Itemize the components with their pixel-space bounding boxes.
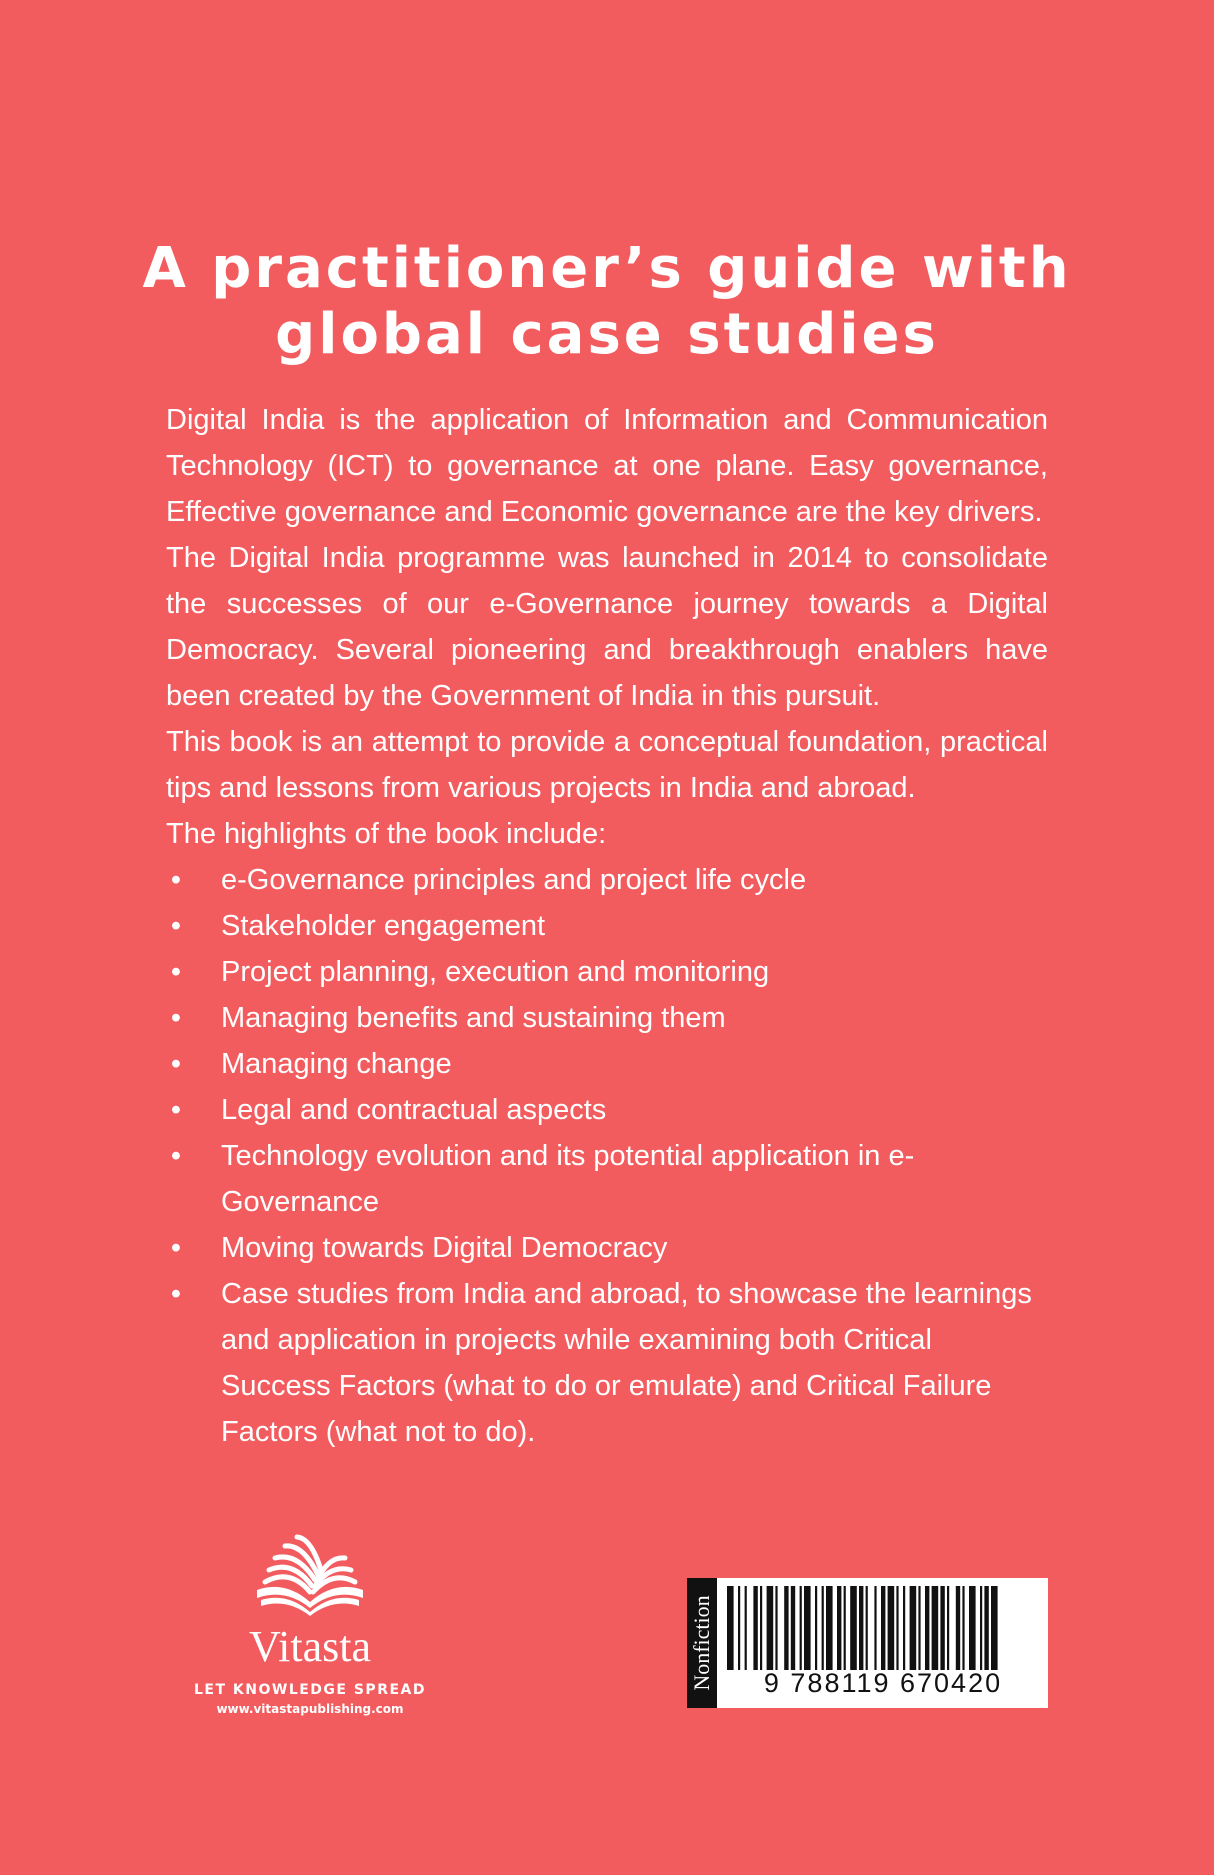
barcode-bar [969, 1586, 976, 1670]
publisher-tagline: LET KNOWLEDGE SPREAD [194, 1682, 426, 1698]
highlights-intro: The highlights of the book include: [166, 818, 607, 850]
barcode-bar [940, 1586, 944, 1670]
barcode-bar [874, 1586, 876, 1670]
barcode-bar [753, 1586, 757, 1670]
highlights-list [166, 857, 1048, 1455]
barcode-bar [815, 1586, 817, 1670]
barcode-bar [918, 1586, 920, 1670]
barcode-bars [725, 1586, 1040, 1670]
barcode-bar [866, 1586, 868, 1670]
blurb [166, 397, 1048, 1455]
barcode-bar [850, 1586, 857, 1670]
barcode-bar [947, 1586, 949, 1670]
barcode-category-band [687, 1578, 717, 1708]
list-item [166, 1271, 1048, 1455]
list-item [166, 949, 1048, 995]
barcode-bar [767, 1586, 774, 1670]
barcode-bar [804, 1586, 811, 1670]
highlight-text: Managing change [221, 1048, 452, 1080]
bullet-icon: • [170, 1048, 182, 1080]
barcode-bar [738, 1586, 740, 1670]
barcode-bar [844, 1586, 846, 1670]
list-item [166, 1225, 1048, 1271]
publisher-name: Vitasta [249, 1622, 371, 1671]
blurb-paragraph-3: This book is an attempt to provide a conceptual foundation, practical tips and lessons from various projects in India and abroad. [166, 726, 1048, 804]
barcode-bar [791, 1586, 795, 1670]
barcode-bar [956, 1586, 960, 1670]
barcode-bar [896, 1586, 898, 1670]
barcode-category-label: Nonfiction [689, 1595, 714, 1691]
list-item [166, 995, 1048, 1041]
bullet-icon: • [170, 956, 182, 988]
highlight-text: Stakeholder engagement [221, 910, 546, 942]
barcode-bar [991, 1586, 998, 1670]
barcode-bar [888, 1586, 895, 1670]
bullet-icon: • [170, 910, 182, 942]
barcode-bar [784, 1586, 788, 1670]
blurb-paragraph-2: The Digital India programme was launched in 2014 to consolidate the successes of our e-Governance journey towards a Digital Democracy. Several pioneering and breakthrough enablers have been created by the Government of India in this pursuit. [166, 542, 1048, 712]
barcode-bar [826, 1586, 833, 1670]
open-book-icon [235, 1530, 385, 1620]
highlight-text: Managing benefits and sustaining them [221, 1002, 726, 1034]
barcode-bar [984, 1586, 988, 1670]
bullet-icon: • [170, 864, 182, 896]
isbn-barcode [687, 1578, 1048, 1708]
barcode-bar [760, 1586, 762, 1670]
barcode-bar [925, 1586, 929, 1670]
barcode-bar [962, 1586, 964, 1670]
highlight-text: Legal and contractual aspects [221, 1094, 607, 1126]
headline-line-2: global case studies [275, 301, 939, 367]
highlight-text: Case studies from India and abroad, to showcase the learnings and application in projects while examining both Critical Success Factors (what to do or emulate) and Critical Failure Factors (what not to do). [221, 1278, 1032, 1448]
barcode-bar [910, 1586, 917, 1670]
list-item [166, 1133, 1048, 1225]
barcode-bar [881, 1586, 885, 1670]
headline-line-1: A practitioner’s guide with [142, 235, 1072, 301]
barcode-bar [980, 1586, 982, 1670]
highlight-text: Technology evolution and its potential application in e-Governance [221, 1140, 915, 1218]
barcode-bar [903, 1586, 905, 1670]
bullet-icon: • [170, 1232, 182, 1264]
bullet-icon: • [170, 1002, 182, 1034]
list-item [166, 1041, 1048, 1087]
headline [120, 236, 1094, 368]
barcode-bar [837, 1586, 841, 1670]
blurb-paragraph-1: Digital India is the application of Information and Communication Technology (ICT) to governance at one plane. Easy governance, Effective governance and Economic governance are the key drivers. [166, 404, 1048, 528]
barcode-bar [800, 1586, 802, 1670]
highlight-text: Project planning, execution and monitoring [221, 956, 770, 988]
list-item [166, 903, 1048, 949]
list-item [166, 857, 1048, 903]
bullet-icon: • [170, 1278, 182, 1310]
bullet-icon: • [170, 1140, 182, 1172]
barcode-bar [745, 1586, 747, 1670]
barcode-bar [932, 1586, 939, 1670]
barcode-bar [822, 1586, 824, 1670]
highlight-text: e-Governance principles and project life cycle [221, 864, 807, 896]
list-item [166, 1087, 1048, 1133]
highlight-text: Moving towards Digital Democracy [221, 1232, 668, 1264]
bullet-icon: • [170, 1094, 182, 1126]
publisher-url: www.vitastapublishing.com [216, 1702, 404, 1716]
barcode-bar [775, 1586, 777, 1670]
publisher-logo [175, 1530, 445, 1716]
isbn-number: 9 788119 670420 [763, 1668, 1003, 1698]
barcode-bar [859, 1586, 863, 1670]
barcode-bar [727, 1586, 734, 1670]
